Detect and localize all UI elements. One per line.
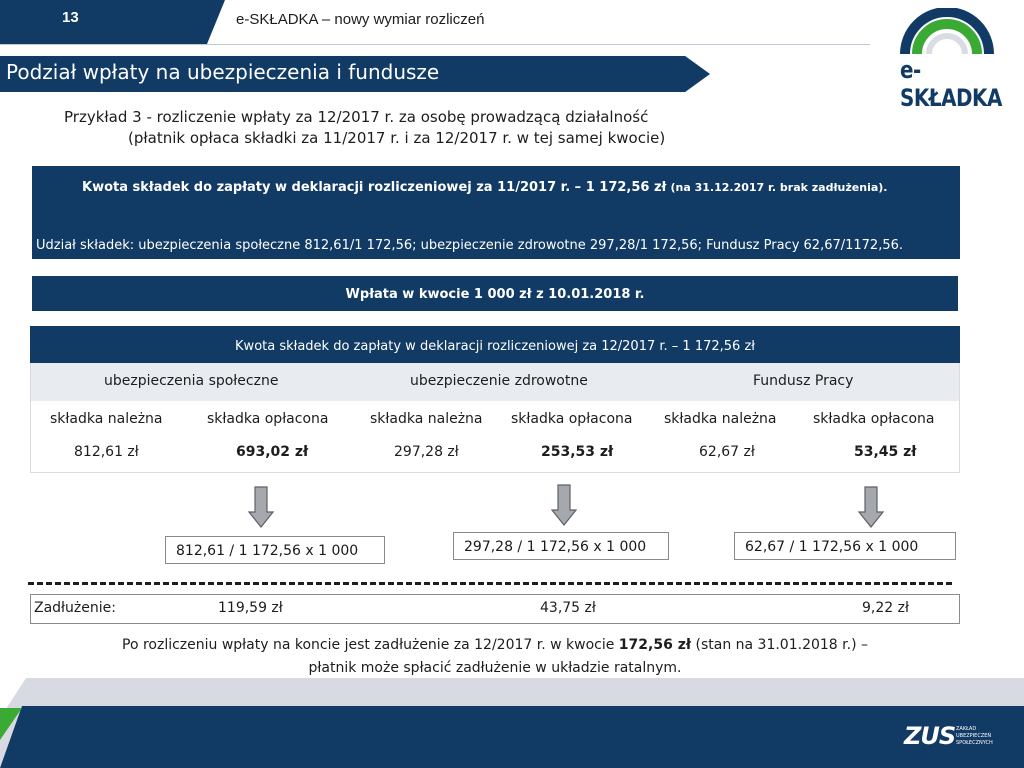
contribution-share-text: Udział składek: ubezpieczenia społeczne 812,61/1 172,56; ubezpieczenie zdrowotne 297,28/1 172,56; Fundusz Pracy 62,67/1172,56. [36,238,904,253]
summary-line-2: płatnik może spłacić zadłużenie w układzie ratalnym. [308,660,682,676]
value-paid-health: 253,53 zł [541,444,614,460]
value-paid-fund: 53,45 zł [854,444,917,460]
deck-title: e-SKŁADKA – nowy wymiar rozliczeń [236,11,485,28]
sub-header-due-health: składka należna [370,411,483,427]
bottom-band [0,678,1024,768]
sub-header-paid-social: składka opłacona [207,411,329,427]
page-number-background [0,0,225,44]
sub-header-paid-health: składka opłacona [511,411,633,427]
previous-declaration-note: (na 31.12.2017 r. brak zadłużenia). [670,181,888,194]
debt-row [30,594,960,624]
value-paid-social: 693,02 zł [236,444,309,460]
summary-line-1 [30,634,960,657]
summary-debt-amount: 172,56 zł [618,637,692,653]
debt-social: 119,59 zł [218,600,283,616]
category-labour-fund: Fundusz Pracy [753,373,854,389]
zus-name-line-2: UBEZPIECZEŃ [956,733,992,739]
arrow-down-icon [551,484,577,526]
summary-text-a: Po rozliczeniu wpłaty na koncie jest zadłużenie za 12/2017 r. w kwocie [122,637,619,653]
dashed-separator [28,582,952,585]
arrow-down-icon [858,486,884,528]
formula-social: 812,61 / 1 172,56 x 1 000 [165,536,385,564]
zus-mark: ZUS [904,722,956,750]
value-due-fund: 62,67 zł [699,444,755,460]
debt-health: 43,75 zł [540,600,596,616]
slide-title: Podział wpłaty na ubezpieczenia i fundusze [6,60,440,84]
sub-header-paid-fund: składka opłacona [813,411,935,427]
previous-declaration-text [82,180,887,195]
previous-declaration-amount: Kwota składek do zapłaty w deklaracji rozliczeniowej za 11/2017 r. – 1 172,56 zł [82,180,667,195]
summary-text-c: (stan na 31.01.2018 r.) – [691,637,868,653]
zus-name-line-1: ZAKŁAD [956,726,977,732]
current-declaration-text: Kwota składek do zapłaty w deklaracji rozliczeniowej za 12/2017 r. – 1 172,56 zł [235,339,755,354]
zus-name-line-3: SPOŁECZNYCH [956,740,993,746]
header-divider [0,44,870,45]
category-health-insurance: ubezpieczenie zdrowotne [410,373,588,389]
debt-fund: 9,22 zł [862,600,909,616]
sub-header-due-social: składka należna [50,411,163,427]
sub-header-due-fund: składka należna [664,411,777,427]
summary-note [30,634,960,680]
example-line-1: Przykład 3 - rozliczenie wpłaty za 12/2017 r. za osobę prowadzącą działalność [64,108,649,126]
logo-text: e-SKŁADKA [900,56,1002,112]
debt-label: Zadłużenie: [34,600,116,616]
formula-health: 297,28 / 1 172,56 x 1 000 [453,532,669,560]
example-line-2: (płatnik opłaca składki za 11/2017 r. i za 12/2017 r. w tej samej kwocie) [128,129,666,147]
zus-name [956,726,993,747]
formula-fund: 62,67 / 1 172,56 x 1 000 [734,532,956,560]
value-due-health: 297,28 zł [394,444,459,460]
category-social-insurance: ubezpieczenia społeczne [104,373,279,389]
page-number: 13 [62,9,79,26]
arrow-down-icon [248,486,274,528]
value-due-social: 812,61 zł [74,444,139,460]
payment-text: Wpłata w kwocie 1 000 zł z 10.01.2018 r. [345,287,645,302]
